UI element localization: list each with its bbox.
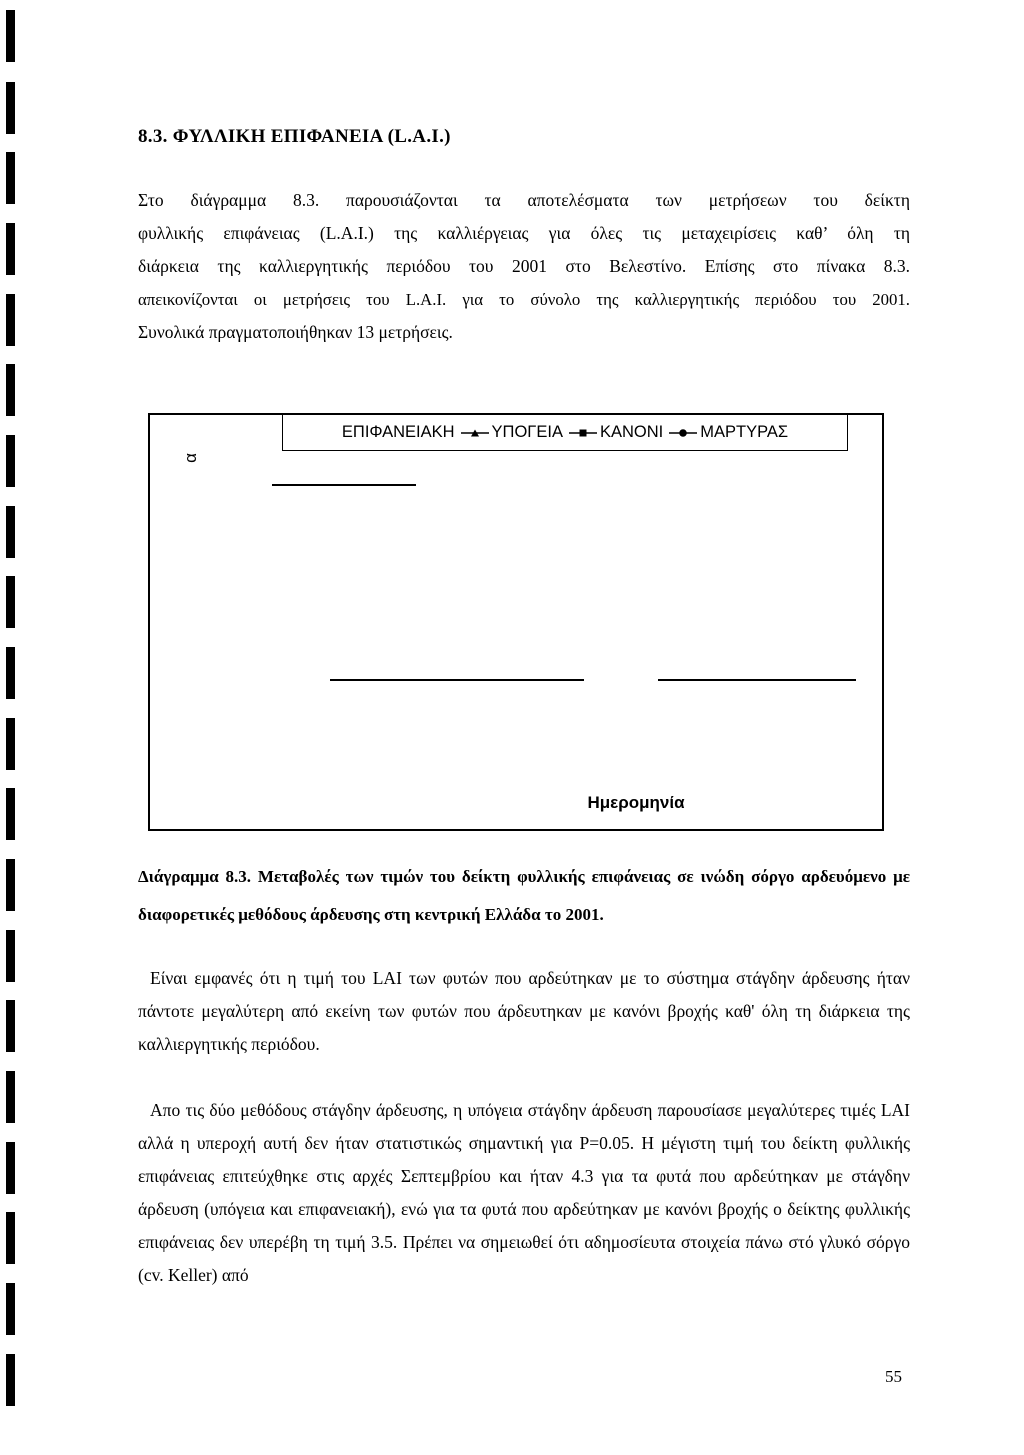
binding-mark (6, 788, 15, 840)
binding-mark (6, 10, 15, 62)
binding-mark (6, 152, 15, 204)
binding-mark (6, 506, 15, 558)
chart-line-fragment (330, 679, 584, 681)
legend-item (461, 423, 563, 442)
binding-mark (6, 435, 15, 487)
binding-mark (6, 718, 15, 770)
binding-mark (6, 294, 15, 346)
figure-caption: Διάγραμμα 8.3. Μεταβολές των τιμών του δείκτη φυλλικής επιφάνειας σε ινώδη σόργο αρδευόμενο με διαφορετικές μεθόδους άρδευσης στη κεντρική Ελλάδα το 2001. (138, 867, 910, 924)
binding-mark (6, 364, 15, 416)
binding-mark (6, 1283, 15, 1335)
intro-line: διάρκεια της καλλιεργητικής περιόδου του 2001 στο Βελεστίνο. Επίσης στο πίνακα 8.3. (138, 256, 910, 276)
body-paragraph: Απο τις δύο μεθόδους στάγδην άρδευσης, η υπόγεια στάγδην άρδευση παρουσίασε μεγαλύτερες τιμές LAI αλλά η υπεροχή αυτή δεν ήταν στατιστικώς σημαντική για P=0.05. Η μέγιστη τιμή του δείκτη φυλλικής επιφάνειας επιτεύχθηκε στις αρχές Σεπτεμβρίου και ήταν 4.3 για τα φυτά που αρδεύτηκαν με στάγδην άρδευση (υπόγεια και επιφανειακή), ενώ για τα φυτά που αρδεύτηκαν με κανόνι βροχής ο δείκτης φυλλικής επιφάνειας δεν υπερέβη τη τιμή 3.5. Πρέπει να σημειωθεί ότι αδημοσίευτα στοιχεία πάνω στό γλυκό σόργο (cv. Keller) από (138, 1100, 910, 1285)
chart-line-fragment (272, 484, 416, 486)
legend-label: ΚΑΝΟΝΙ (600, 423, 664, 441)
binding-mark (6, 859, 15, 911)
binding-mark (6, 82, 15, 134)
x-axis-label: Ημερομηνία (587, 793, 685, 812)
legend-item (569, 423, 663, 442)
legend-label: ΕΠΙΦΑΝΕΙΑΚΗ (341, 423, 455, 441)
binding-mark (6, 223, 15, 275)
binding-mark (6, 1071, 15, 1123)
legend-label: ΥΠΟΓΕΙΑ (491, 423, 563, 441)
binding-mark (6, 647, 15, 699)
legend-item (342, 423, 455, 442)
legend-label: ΜΑΡΤΥΡΑΣ (700, 423, 789, 441)
binding-mark (6, 576, 15, 628)
triangle-marker-icon (461, 427, 489, 439)
chart-legend (282, 415, 848, 451)
intro-line: απεικονίζονται οι μετρήσεις του L.A.I. για το σύνολο της καλλιεργητικής περιόδου του 2001. (138, 290, 910, 309)
binding-mark (6, 1142, 15, 1194)
intro-paragraph (138, 184, 910, 349)
square-marker-icon (569, 427, 597, 439)
intro-line: Στο διάγραμμα 8.3. παρουσιάζονται τα αποτελέσματα των μετρήσεων του δείκτη (138, 190, 910, 210)
y-axis-label: α (180, 453, 200, 463)
chart-line-fragment (658, 679, 856, 681)
binding-mark (6, 930, 15, 982)
binding-mark (6, 1212, 15, 1264)
page-number: 55 (885, 1367, 902, 1386)
legend-item (669, 423, 788, 442)
body-paragraph: Είναι εμφανές ότι η τιμή του LAI των φυτών που αρδεύτηκαν με το σύστημα στάγδην άρδευσης ήταν πάντοτε μεγαλύτερη από εκείνη των φυτών που άρδευτηκαν με κανόνι βροχής καθ' όλη τη διάρκεια της καλλιεργητικής περιόδου. (138, 968, 910, 1054)
binding-mark (6, 1000, 15, 1052)
section-heading: 8.3. ΦΥΛΛΙΚΗ ΕΠΙΦΑΝΕΙΑ (L.A.I.) (138, 126, 451, 147)
binding-mark (6, 1354, 15, 1406)
binding-marks (0, 0, 22, 1455)
intro-line: φυλλικής επιφάνειας (L.A.I.) της καλλιέργειας για όλες τις μεταχειρίσεις καθ’ όλη τη (138, 223, 910, 243)
circle-marker-icon (669, 427, 697, 439)
intro-line: Συνολικά πραγματοποιήθηκαν 13 μετρήσεις. (138, 322, 453, 342)
chart-frame (148, 413, 884, 831)
